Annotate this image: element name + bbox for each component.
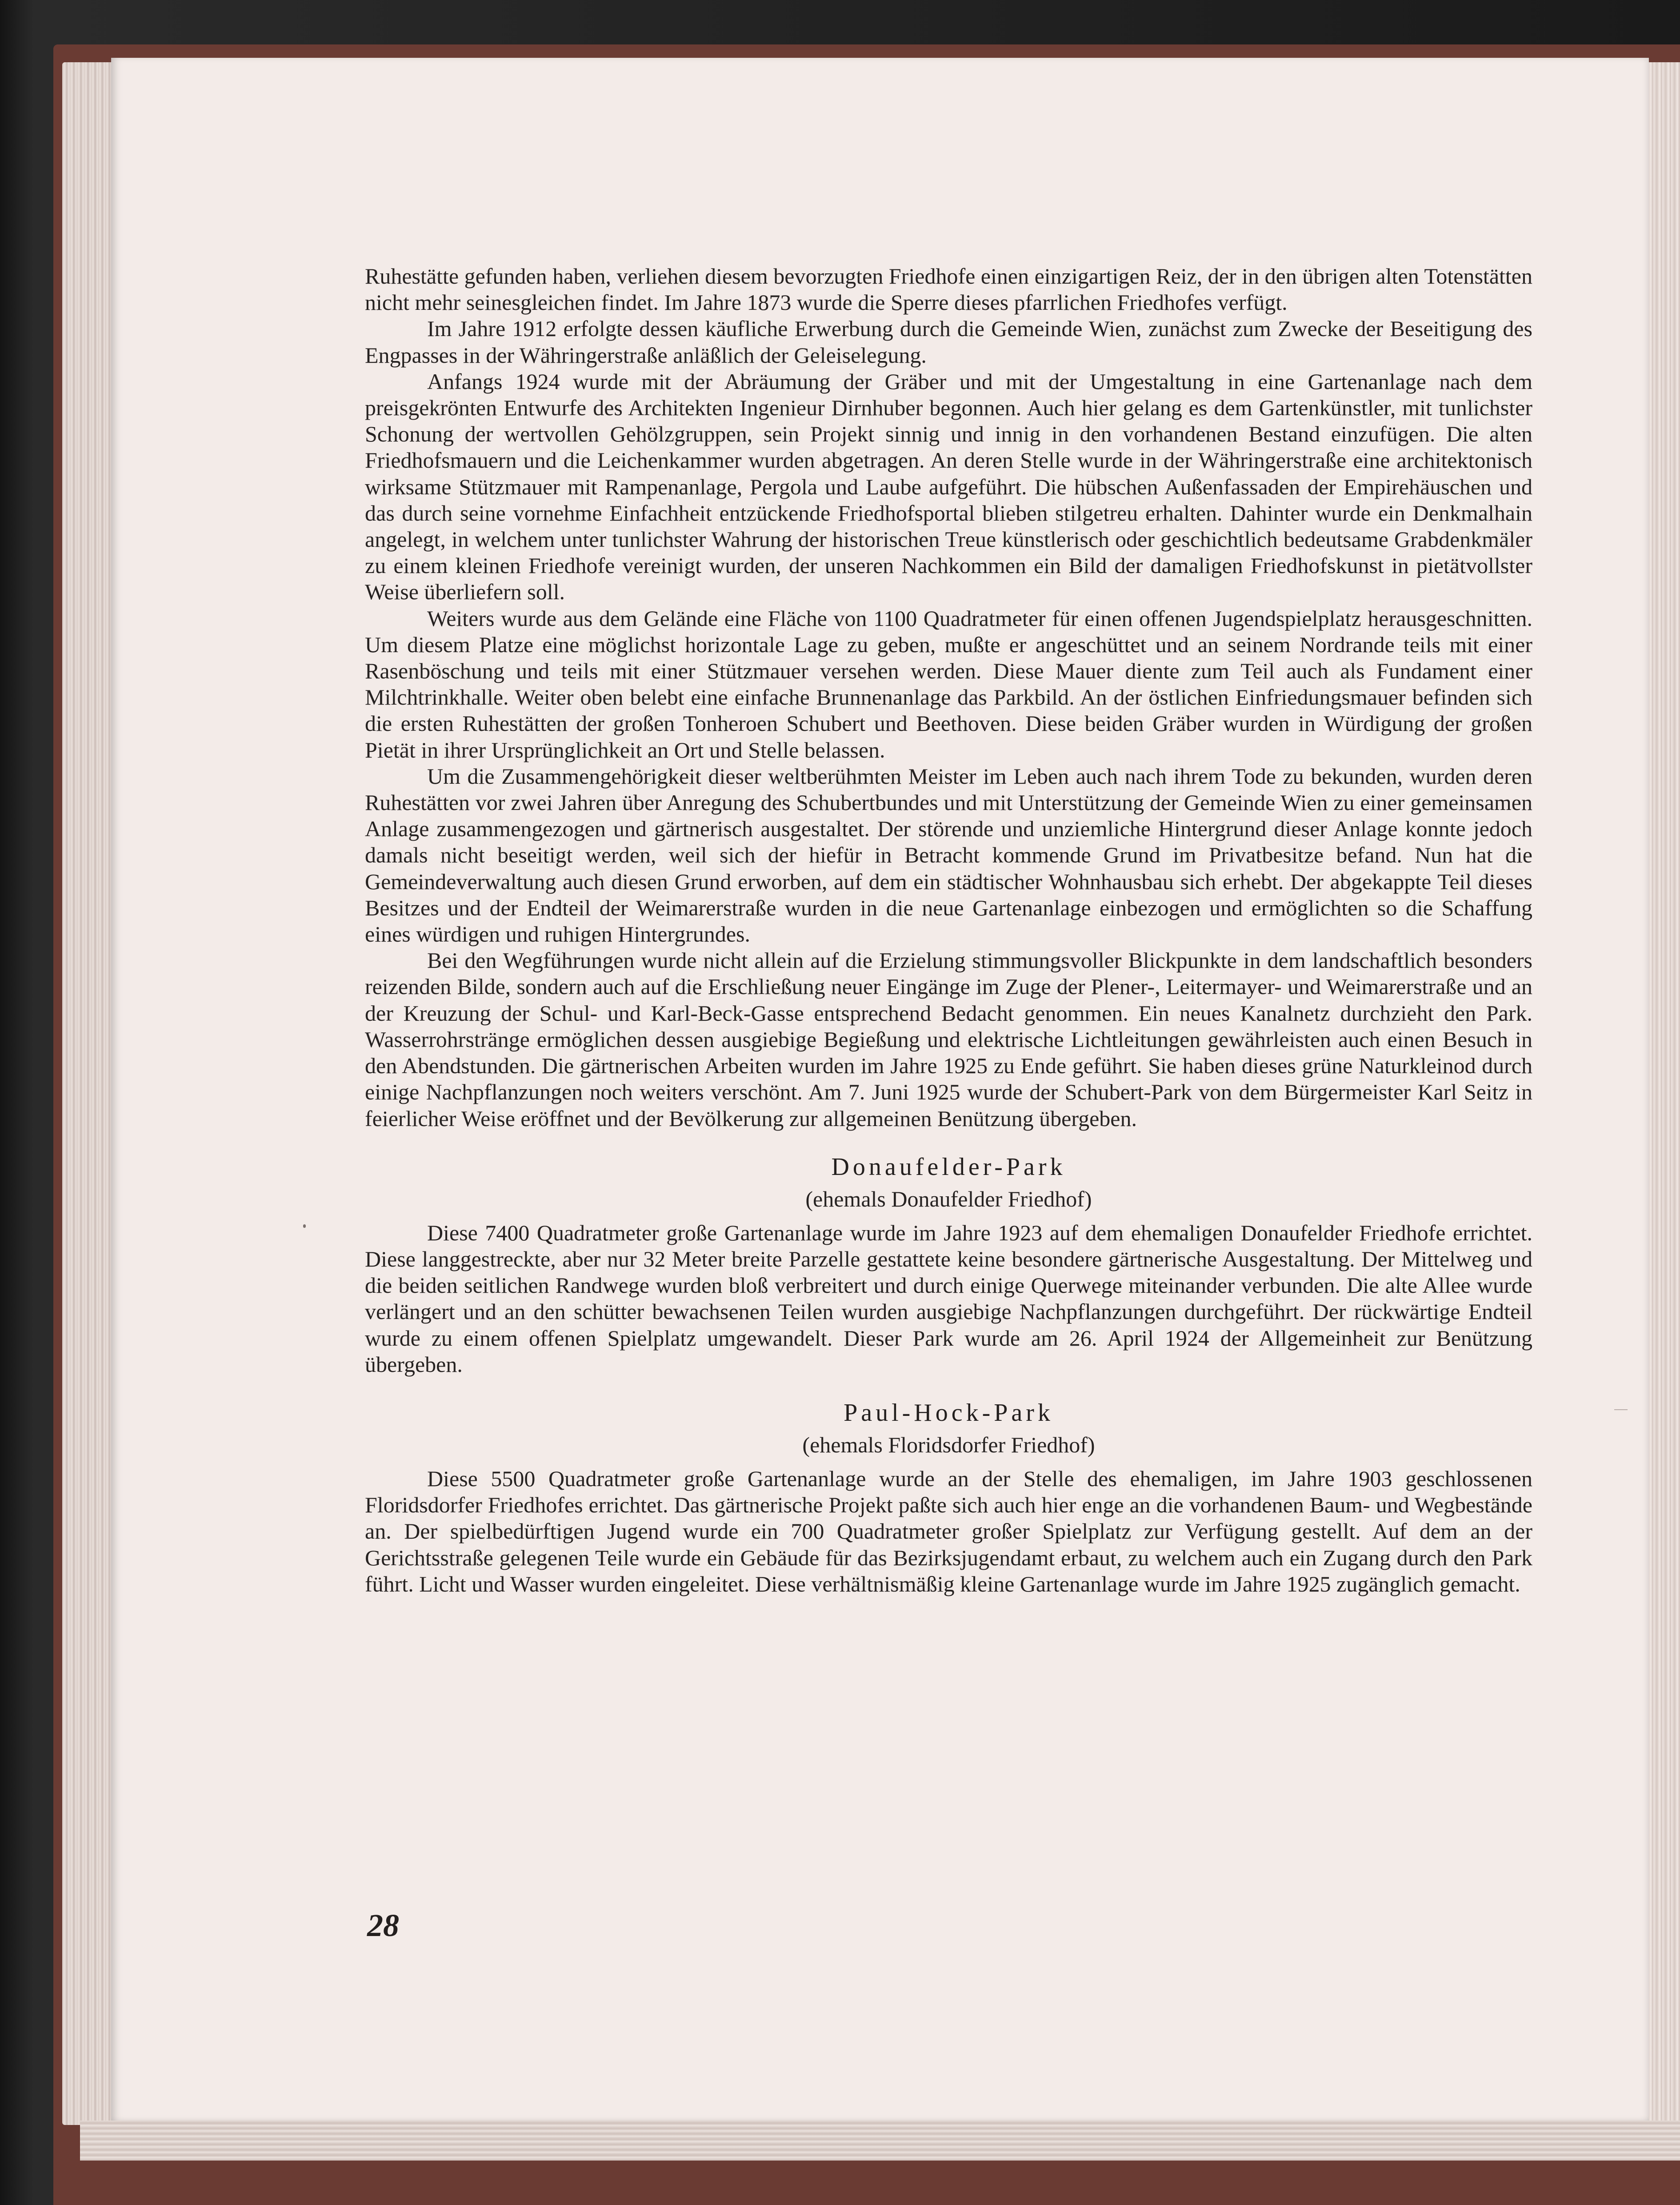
paragraph: Anfangs 1924 wurde mit der Abräumung der Gräber und mit der Umgestaltung in eine Gartenanlage nach dem preisgekrönten Entwurfe des Architekten Ingenieur Dirnhuber begonnen. Auch hier gelang es dem Gartenkünstler, mit tunlichster Schonung der wertvollen Gehölzgruppen, sein Projekt sinnig und innig in den vorhandenen Bestand einzufügen. Die alten Friedhofsmauern und die Leichenkammer wurden abgetragen. An deren Stelle wurde in der Währingerstraße eine architektonisch wirksame Stützmauer mit Rampenanlage, Pergola und Laube aufgeführt. Die hübschen Außenfassaden der Empirehäuschen und das durch seine vornehme Einfachheit entzückende Friedhofsportal blieben stilgetreu erhalten. Dahinter wurde ein Denkmalhain angelegt, in welchem unter tunlichster Wahrung der historischen Treue künstlerisch oder geschichtlich bedeutsame Grabdenkmäler zu einem kleinen Friedhofe vereinigt wurden, der unseren Nachkommen ein Bild der damaligen Friedhofskunst in pietätvollster Weise überliefern soll. — [365, 369, 1532, 605]
margin-dot — [303, 1224, 306, 1228]
paragraph-donaufelder: Diese 7400 Quadratmeter große Gartenanlage wurde im Jahre 1923 auf dem ehemaligen Donaufelder Friedhofe errichtet. Diese langgestreckte, aber nur 32 Meter breite Parzelle gestattete keine besondere gärtnerische Ausgestaltung. Der Mittelweg und die beiden seitlichen Randwege wurden bloß verbreitert und durch einige Querwege miteinander verbunden. Die alte Allee wurde verlängert und an den schütter bewachsenen Teilen wurden ausgiebige Nachpflanzungen durchgeführt. Der rückwärtige Endteil wurde zu einem offenen Spielplatz umgewandelt. Dieser Park wurde am 26. April 1924 der Allgemeinheit zur Benützung übergeben. — [365, 1220, 1532, 1377]
section-subheading-paul-hock: (ehemals Floridsdorfer Friedhof) — [802, 1432, 1095, 1457]
paragraph: Bei den Wegführungen wurde nicht allein auf die Erzielung stimmungsvoller Blickpunkte in dem landschaftlich besonders reizenden Bilde, sondern auch auf die Erschließung neuer Eingänge im Zuge der Plener-, Leitermayer- und Weimarerstraße und an der Kreuzung der Schul- und Karl-Beck-Gasse entsprechend Bedacht genommen. Ein neues Kanalnetz durchzieht den Park. Wasserrohrstränge ermöglichen dessen ausgiebige Begießung und elektrische Lichtleitungen gewährleisten auch einen Besuch in den Abendstunden. Die gärtnerischen Arbeiten wurden im Jahre 1925 zu Ende geführt. Sie haben dieses grüne Naturkleinod durch einige Nachpflanzungen noch weiters verschönt. Am 7. Juni 1925 wurde der Schubert-Park von dem Bürgermeister Karl Seitz in feierlicher Weise eröffnet und der Bevölkerung zur allgemeinen Benützung übergeben. — [365, 948, 1532, 1131]
section-heading-paul-hock: Paul-Hock-Park — [844, 1399, 1054, 1427]
paragraph: Weiters wurde aus dem Gelände eine Fläche von 1100 Quadratmeter für einen offenen Jugendspielplatz herausgeschnitten. Um diesem Platze eine möglichst horizontale Lage zu geben, mußte er angeschüttet und an seinem Nordrande teils mit einer Rasenböschung und teils mit einer Stützmauer versehen werden. Diese Mauer diente zum Teil auch als Fundament einer Milchtrinkhalle. Weiter oben belebt eine einfache Brunnenanlage das Parkbild. An der östlichen Einfriedungsmauer befinden sich die ersten Ruhestätten der großen Tonheroen Schubert und Beethoven. Diese beiden Gräber wurden in Würdigung der großen Pietät in ihrer Ursprünglichkeit an Ort und Stelle belassen. — [365, 605, 1532, 762]
page-stack-right — [1644, 62, 1680, 2152]
section-subheading-donaufelder: (ehemals Donaufelder Friedhof) — [805, 1186, 1092, 1211]
margin-dash — [1614, 1409, 1628, 1410]
page-stack-left — [62, 62, 116, 2125]
paragraph: Im Jahre 1912 erfolgte dessen käufliche Erwerbung durch die Gemeinde Wien, zunächst zum Zwecke der Beseitigung des Engpasses in der Währingerstraße anläßlich der Geleiselegung. — [365, 316, 1532, 368]
page-stack-bottom — [80, 2121, 1680, 2161]
paragraph: Um die Zusammengehörigkeit dieser weltberühmten Meister im Leben auch nach ihrem Tode zu bekunden, wurden deren Ruhestätten vor zwei Jahren über Anregung des Schubertbundes und mit Unterstützung der Gemeinde Wien zu einer gemeinsamen Anlage zusammengezogen und gärtnerisch ausgestaltet. Der störende und unziemliche Hintergrund dieser Anlage konnte jedoch damals nicht beseitigt werden, weil sich der hiefür in Betracht kommende Grund im Privatbesitze befand. Nun hat die Gemeindeverwaltung auch diesen Grund erworben, auf dem ein städtischer Wohnhausbau sich erhebt. Der abgekappte Teil dieses Besitzes und der Endteil der Weimarerstraße wurden in die neue Gartenanlage einbezogen und ermöglichten so die Schaffung eines würdigen und ruhigen Hintergrundes. — [365, 763, 1532, 947]
section-heading-donaufelder: Donaufelder-Park — [831, 1153, 1066, 1181]
paragraph-paul-hock: Diese 5500 Quadratmeter große Gartenanlage wurde an der Stelle des ehemaligen, im Jahre 1903 geschlossenen Floridsdorfer Friedhofes errichtet. Das gärtnerische Projekt paßte sich auch hier enge an die vorhandenen Baum- und Wegbestände an. Der spielbedürftigen Jugend wurde ein 700 Quadratmeter großer Spielplatz zur Verfügung gestellt. Auf dem an der Gerichtsstraße gelegenen Teile wurde ein Gebäude für das Bezirksjugendamt erbaut, zu welchem auch ein Zugang durch den Park führt. Licht und Wasser wurden eingeleitet. Diese verhältnismäßig kleine Gartenanlage wurde im Jahre 1925 zugänglich gemacht. — [365, 1466, 1532, 1596]
body-text — [365, 263, 1532, 1597]
page-number: 28 — [367, 1908, 399, 1943]
paragraph: Ruhestätte gefunden haben, verliehen diesem bevorzugten Friedhofe einen einzigartigen Reiz, der in den übrigen alten Totenstätten nicht mehr seinesgleichen findet. Im Jahre 1873 wurde die Sperre dieses pfarrlichen Friedhofes verfügt. — [365, 264, 1532, 315]
